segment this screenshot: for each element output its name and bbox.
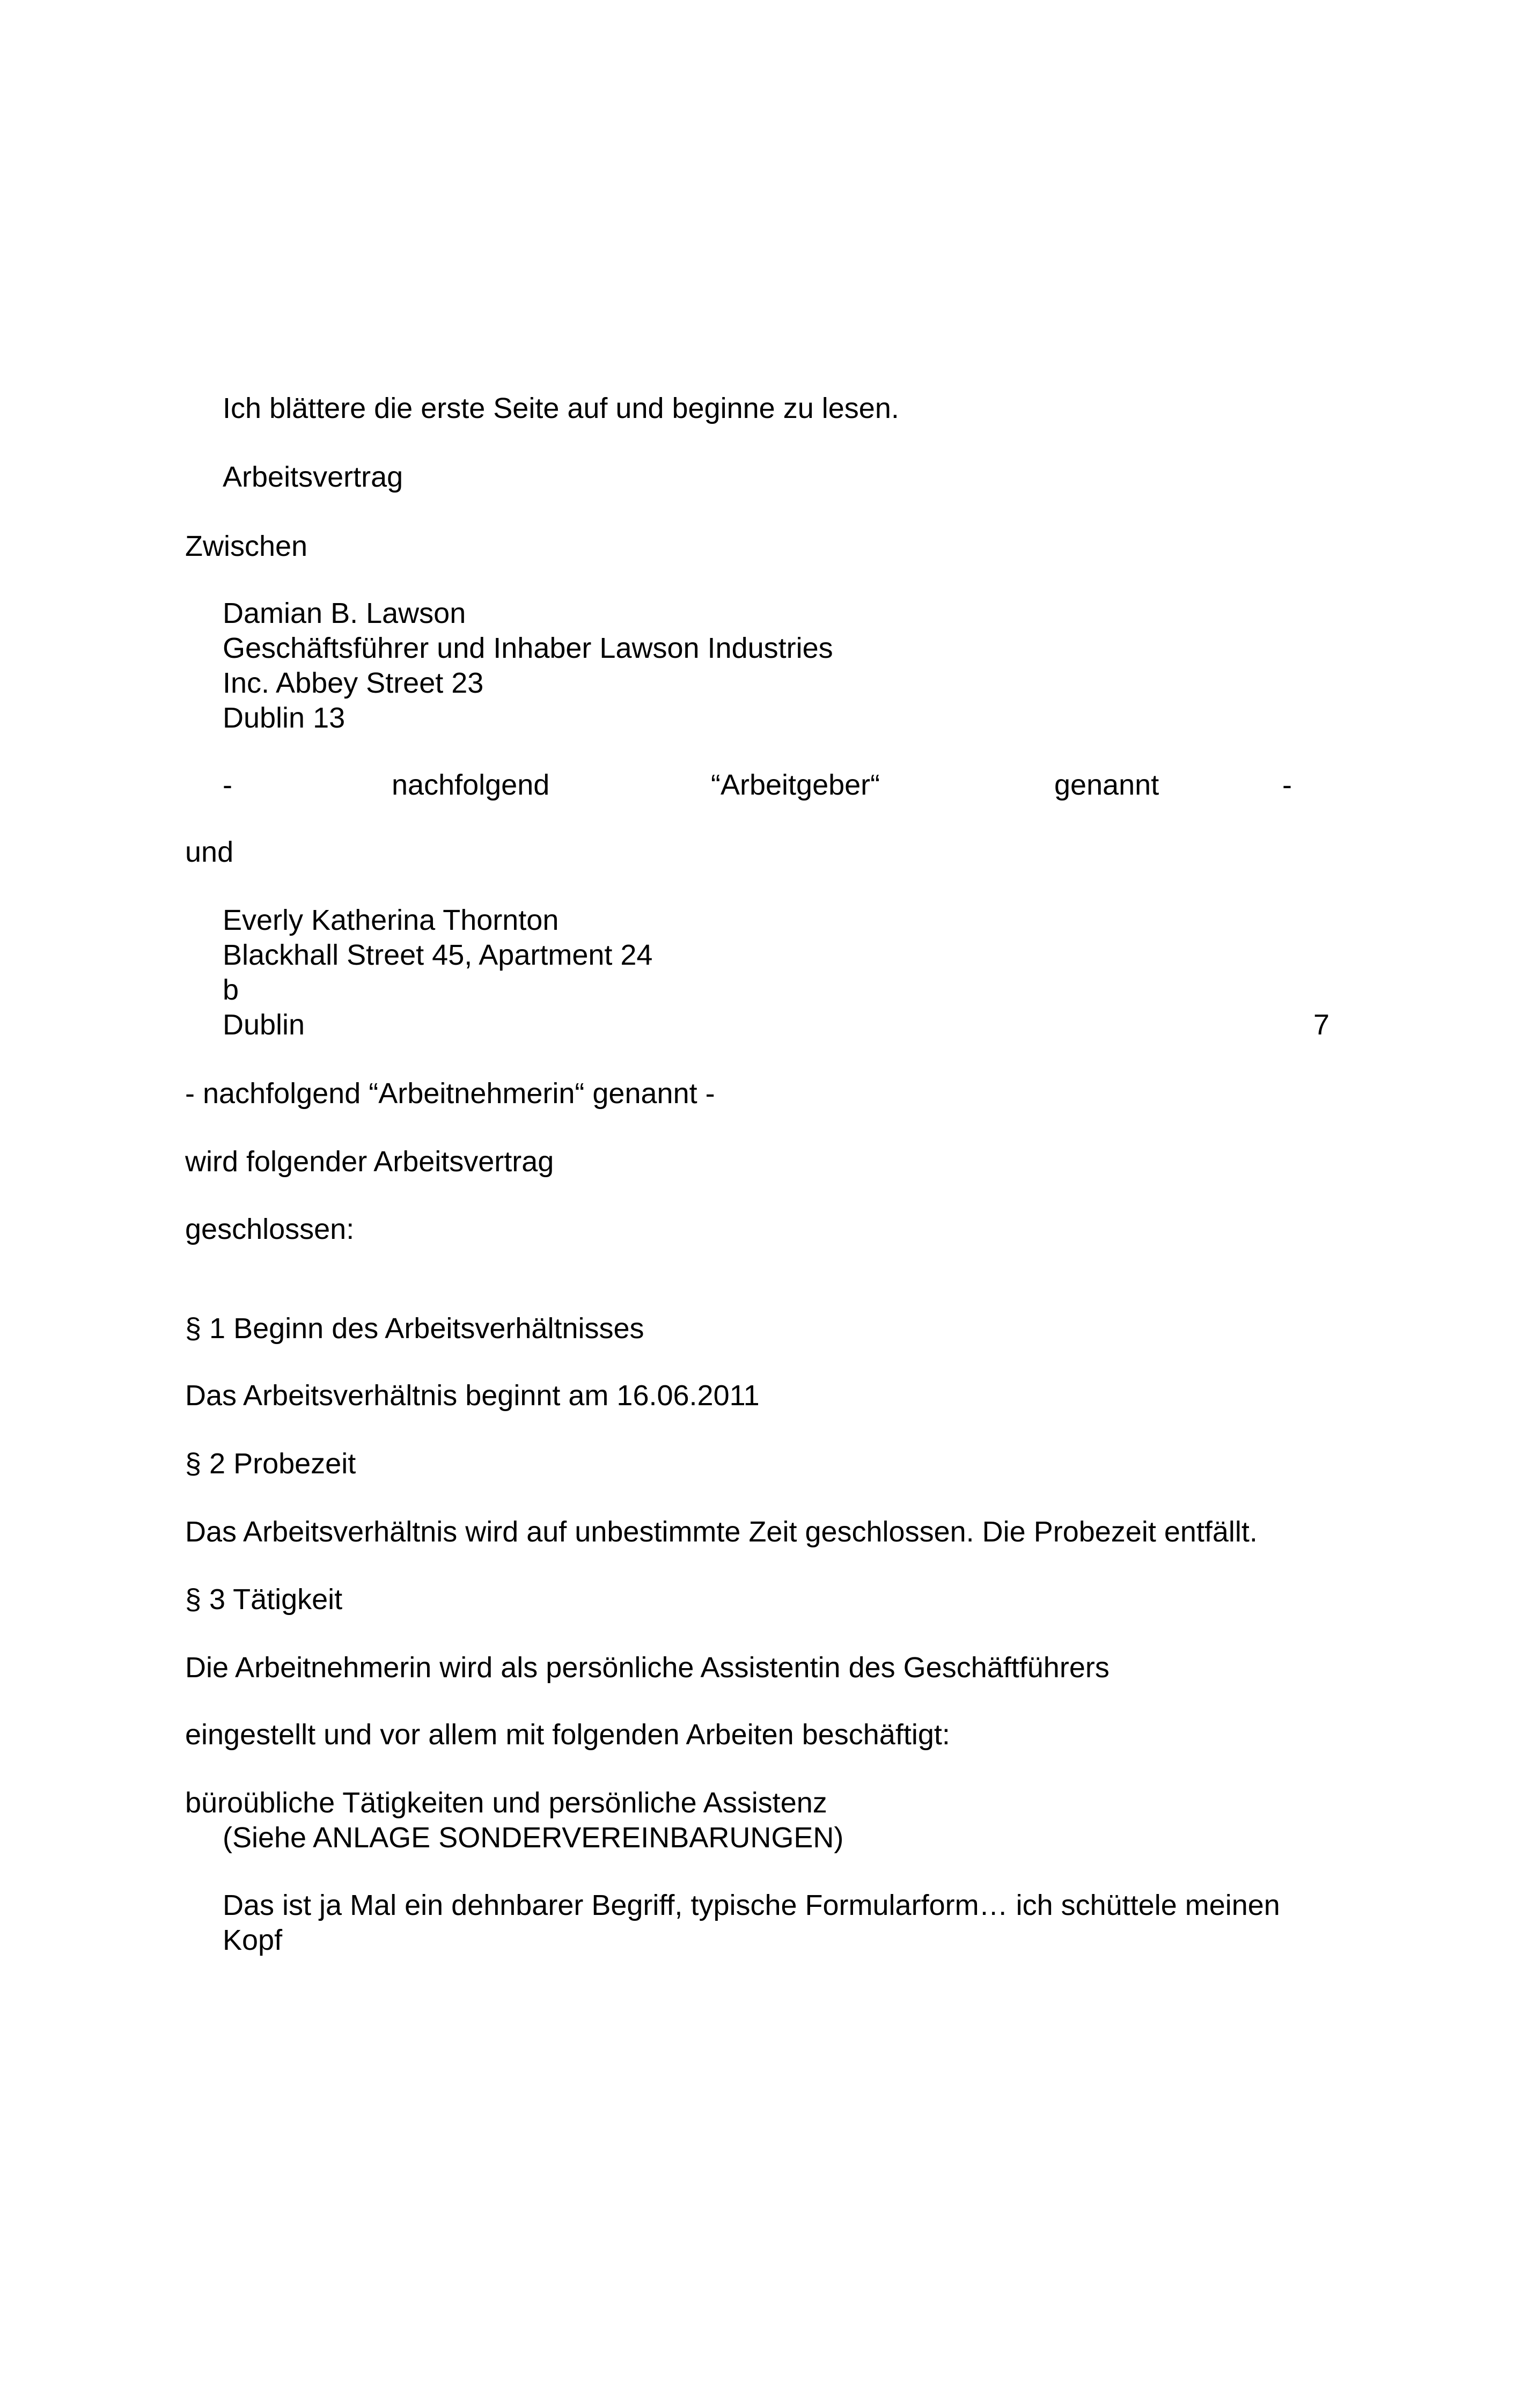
intro-text: Ich blättere die erste Seite auf und beginne zu lesen. xyxy=(223,392,899,424)
employer-designation-word-1: nachfolgend xyxy=(392,769,550,801)
concluded-line-1: wird folgender Arbeitsvertrag xyxy=(185,1146,554,1178)
section-2-text: Das Arbeitsverhältnis wird auf unbestimmte Zeit geschlossen. Die Probezeit entfällt. xyxy=(185,1516,1258,1548)
employer-street: Inc. Abbey Street 23 xyxy=(223,667,484,699)
employer-designation-word-3: genannt xyxy=(1054,769,1159,801)
contract-title: Arbeitsvertrag xyxy=(223,461,403,493)
employer-designation-dash-right: - xyxy=(1282,769,1292,801)
employee-designation: - nachfolgend “Arbeitnehmerin“ genannt - xyxy=(185,1077,715,1110)
section-1-text: Das Arbeitsverhältnis beginnt am 16.06.2011 xyxy=(185,1379,760,1412)
employer-name: Damian B. Lawson xyxy=(223,597,466,629)
comment-line-1: Das ist ja Mal ein dehnbarer Begriff, typische Formularform… ich schüttele meinen xyxy=(223,1889,1280,1921)
employer-designation-dash-left: - xyxy=(223,769,232,801)
employer-designation-word-2: “Arbeitgeber“ xyxy=(711,769,880,801)
section-3-title: § 3 Tätigkeit xyxy=(185,1583,343,1616)
employee-city: Dublin xyxy=(223,1009,305,1041)
section-3-text-3: büroübliche Tätigkeiten und persönliche Assistenz xyxy=(185,1787,827,1819)
employee-postcode: 7 xyxy=(1313,1009,1330,1041)
section-3-text-4: (Siehe ANLAGE SONDERVEREINBARUNGEN) xyxy=(223,1822,844,1854)
employee-name: Everly Katherina Thornton xyxy=(223,904,559,936)
employer-city: Dublin 13 xyxy=(223,702,346,734)
comment-line-2: Kopf xyxy=(223,1924,283,1956)
employee-address-suffix: b xyxy=(223,974,239,1006)
section-3-text-1: Die Arbeitnehmerin wird als persönliche Assistentin des Geschäftführers xyxy=(185,1651,1109,1684)
section-2-title: § 2 Probezeit xyxy=(185,1448,356,1480)
concluded-line-2: geschlossen: xyxy=(185,1213,355,1245)
between-label: Zwischen xyxy=(185,530,308,562)
section-3-text-2: eingestellt und vor allem mit folgenden Arbeiten beschäftigt: xyxy=(185,1719,950,1751)
section-1-title: § 1 Beginn des Arbeitsverhältnisses xyxy=(185,1312,644,1345)
employee-street: Blackhall Street 45, Apartment 24 xyxy=(223,939,653,971)
and-label: und xyxy=(185,836,234,868)
employer-role: Geschäftsführer und Inhaber Lawson Industries xyxy=(223,632,833,664)
